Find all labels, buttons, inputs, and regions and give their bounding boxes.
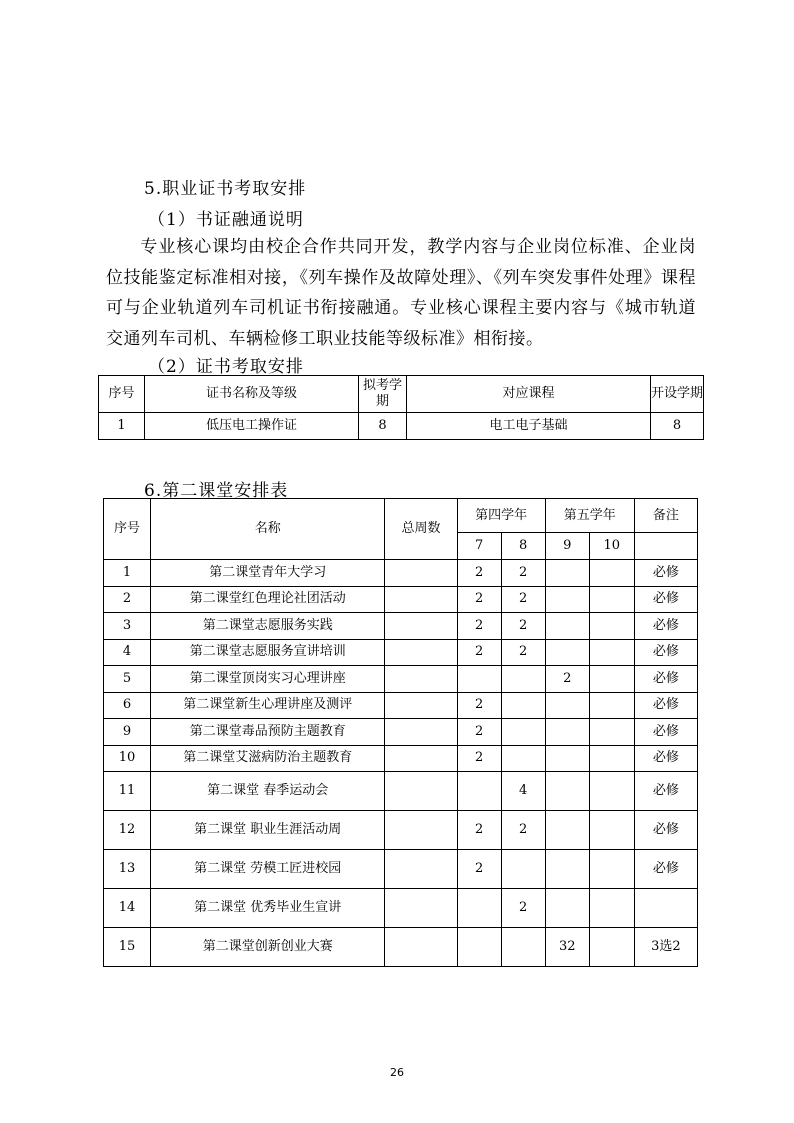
table-cell xyxy=(457,666,501,693)
table-cell xyxy=(457,772,501,811)
table-cell: 1 xyxy=(99,413,145,440)
table-row xyxy=(104,613,698,640)
table-row xyxy=(104,560,698,587)
table-row xyxy=(104,928,698,967)
table-row xyxy=(104,692,698,719)
cert-header-no: 序号 xyxy=(99,376,145,413)
table-cell: 13 xyxy=(104,850,151,889)
table-cell: 第二课堂 春季运动会 xyxy=(151,772,385,811)
table-cell xyxy=(385,811,457,850)
table-cell: 电工电子基础 xyxy=(407,413,651,440)
table-cell xyxy=(385,692,457,719)
header-sem-10: 10 xyxy=(589,533,634,560)
table-cell xyxy=(385,928,457,967)
table-cell xyxy=(589,692,634,719)
table-cell xyxy=(501,692,545,719)
table-cell xyxy=(589,928,634,967)
table-cell: 15 xyxy=(104,928,151,967)
table-cell xyxy=(545,692,589,719)
table-cell xyxy=(501,719,545,746)
certificate-table xyxy=(98,375,704,440)
table-cell: 第二课堂毒品预防主题教育 xyxy=(151,719,385,746)
table-cell: 必修 xyxy=(634,666,697,693)
table-cell xyxy=(501,666,545,693)
header-year-5: 第五学年 xyxy=(545,499,634,533)
header-name: 名称 xyxy=(151,499,385,560)
table-cell xyxy=(385,613,457,640)
table-cell xyxy=(589,613,634,640)
second-classroom-table xyxy=(103,498,698,967)
table-cell: 第二课堂艾滋病防治主题教育 xyxy=(151,745,385,772)
header-sem-8: 8 xyxy=(501,533,545,560)
table-cell xyxy=(589,745,634,772)
table-cell: 3选2 xyxy=(634,928,697,967)
table-cell: 2 xyxy=(457,560,501,587)
table-cell: 14 xyxy=(104,889,151,928)
header-year-4: 第四学年 xyxy=(457,499,545,533)
cert-header-planned-term: 拟考学期 xyxy=(359,376,407,413)
table-cell: 2 xyxy=(545,666,589,693)
table-cell: 8 xyxy=(651,413,704,440)
table-cell xyxy=(589,811,634,850)
table-cell xyxy=(385,772,457,811)
table-cell: 第二课堂青年大学习 xyxy=(151,560,385,587)
section5-subtitle-1: （1）书证融通说明 xyxy=(148,210,304,230)
table-cell: 2 xyxy=(457,613,501,640)
table-row xyxy=(104,719,698,746)
table-cell: 2 xyxy=(104,586,151,613)
table-cell xyxy=(589,889,634,928)
table-cell: 第二课堂志愿服务实践 xyxy=(151,613,385,640)
page-number: 26 xyxy=(390,1066,404,1079)
table-row xyxy=(104,850,698,889)
header-sem-7: 7 xyxy=(457,533,501,560)
table-row xyxy=(104,811,698,850)
cert-header-open-term: 开设学期 xyxy=(651,376,704,413)
table-cell: 第二课堂 劳模工匠进校园 xyxy=(151,850,385,889)
table-cell xyxy=(385,889,457,928)
table-cell: 9 xyxy=(104,719,151,746)
table-cell xyxy=(589,719,634,746)
table-cell xyxy=(457,928,501,967)
table-row xyxy=(104,772,698,811)
table-cell: 必修 xyxy=(634,560,697,587)
table-cell xyxy=(385,719,457,746)
table-cell: 2 xyxy=(457,692,501,719)
section6-title: 6.第二课堂安排表 xyxy=(144,481,289,501)
table-cell: 2 xyxy=(501,889,545,928)
table-cell: 必修 xyxy=(634,719,697,746)
table-cell: 12 xyxy=(104,811,151,850)
table-cell xyxy=(545,613,589,640)
table-cell xyxy=(589,666,634,693)
table-cell: 2 xyxy=(457,811,501,850)
table-cell: 第二课堂顶岗实习心理讲座 xyxy=(151,666,385,693)
table-cell xyxy=(385,745,457,772)
table-cell xyxy=(545,850,589,889)
table-cell xyxy=(501,745,545,772)
table-cell: 1 xyxy=(104,560,151,587)
table-cell: 第二课堂 职业生涯活动周 xyxy=(151,811,385,850)
table-cell: 必修 xyxy=(634,850,697,889)
table-cell: 第二课堂新生心理讲座及测评 xyxy=(151,692,385,719)
table-row xyxy=(104,639,698,666)
table-cell xyxy=(545,745,589,772)
table-cell xyxy=(385,850,457,889)
table-cell: 2 xyxy=(501,811,545,850)
table-cell: 必修 xyxy=(634,613,697,640)
table-cell xyxy=(545,889,589,928)
section5-paragraph xyxy=(106,232,696,354)
table-cell: 必修 xyxy=(634,811,697,850)
table-cell: 11 xyxy=(104,772,151,811)
table-cell xyxy=(385,560,457,587)
table-cell: 必修 xyxy=(634,745,697,772)
table-cell xyxy=(385,666,457,693)
table-cell: 必修 xyxy=(634,772,697,811)
table-cell: 32 xyxy=(545,928,589,967)
table-cell: 2 xyxy=(501,560,545,587)
table-cell: 2 xyxy=(457,639,501,666)
table-cell: 低压电工操作证 xyxy=(145,413,359,440)
table-cell: 2 xyxy=(457,719,501,746)
table-cell: 必修 xyxy=(634,586,697,613)
table-cell: 2 xyxy=(457,586,501,613)
table-cell xyxy=(589,560,634,587)
table-cell: 必修 xyxy=(634,692,697,719)
table-cell xyxy=(589,586,634,613)
table-cell xyxy=(545,586,589,613)
section5-subtitle-2: （2）证书考取安排 xyxy=(148,357,304,377)
cert-table-header xyxy=(99,376,704,413)
table-cell: 第二课堂 优秀毕业生宣讲 xyxy=(151,889,385,928)
table-row xyxy=(99,413,704,440)
table-cell: 第二课堂创新创业大赛 xyxy=(151,928,385,967)
table-row xyxy=(104,889,698,928)
table-cell xyxy=(545,811,589,850)
table-cell: 5 xyxy=(104,666,151,693)
table-cell xyxy=(385,639,457,666)
table-row xyxy=(104,745,698,772)
table-cell: 3 xyxy=(104,613,151,640)
table-row xyxy=(104,586,698,613)
header-remark: 备注 xyxy=(634,499,697,533)
header-total-weeks: 总周数 xyxy=(385,499,457,560)
table-cell: 6 xyxy=(104,692,151,719)
table-cell xyxy=(457,889,501,928)
table-cell: 2 xyxy=(501,586,545,613)
header-no: 序号 xyxy=(104,499,151,560)
paragraph-text: 专业核心课均由校企合作共同开发，教学内容与企业岗位标准、企业岗位技能鉴定标准相对接，《列车操作及故障处理》、《列车突发事件处理》课程可与企业轨道列车司机证书衔接融通。专业核心课程主要内容与《城市轨道交通列车司机、车辆检修工职业技能等级标准》相衔接。 xyxy=(106,237,696,349)
cert-header-name: 证书名称及等级 xyxy=(145,376,359,413)
table-cell xyxy=(501,850,545,889)
table-cell xyxy=(501,928,545,967)
second-table-header-row-1 xyxy=(104,499,698,533)
table-cell xyxy=(545,639,589,666)
table-cell: 4 xyxy=(104,639,151,666)
table-cell xyxy=(634,889,697,928)
table-row xyxy=(104,666,698,693)
section5-title: 5.职业证书考取安排 xyxy=(144,179,307,199)
table-cell: 10 xyxy=(104,745,151,772)
table-cell: 2 xyxy=(501,613,545,640)
header-sem-9: 9 xyxy=(545,533,589,560)
table-cell: 2 xyxy=(501,639,545,666)
header-remark-blank xyxy=(634,533,697,560)
table-cell xyxy=(545,772,589,811)
second-table-body xyxy=(104,560,698,967)
table-cell xyxy=(545,560,589,587)
table-cell xyxy=(545,719,589,746)
table-cell xyxy=(385,586,457,613)
cert-header-course: 对应课程 xyxy=(407,376,651,413)
table-cell: 4 xyxy=(501,772,545,811)
table-cell xyxy=(589,772,634,811)
table-cell: 第二课堂红色理论社团活动 xyxy=(151,586,385,613)
table-cell: 必修 xyxy=(634,639,697,666)
table-cell xyxy=(589,639,634,666)
table-cell: 8 xyxy=(359,413,407,440)
table-cell: 第二课堂志愿服务宣讲培训 xyxy=(151,639,385,666)
table-cell xyxy=(589,850,634,889)
table-cell: 2 xyxy=(457,745,501,772)
table-cell: 2 xyxy=(457,850,501,889)
